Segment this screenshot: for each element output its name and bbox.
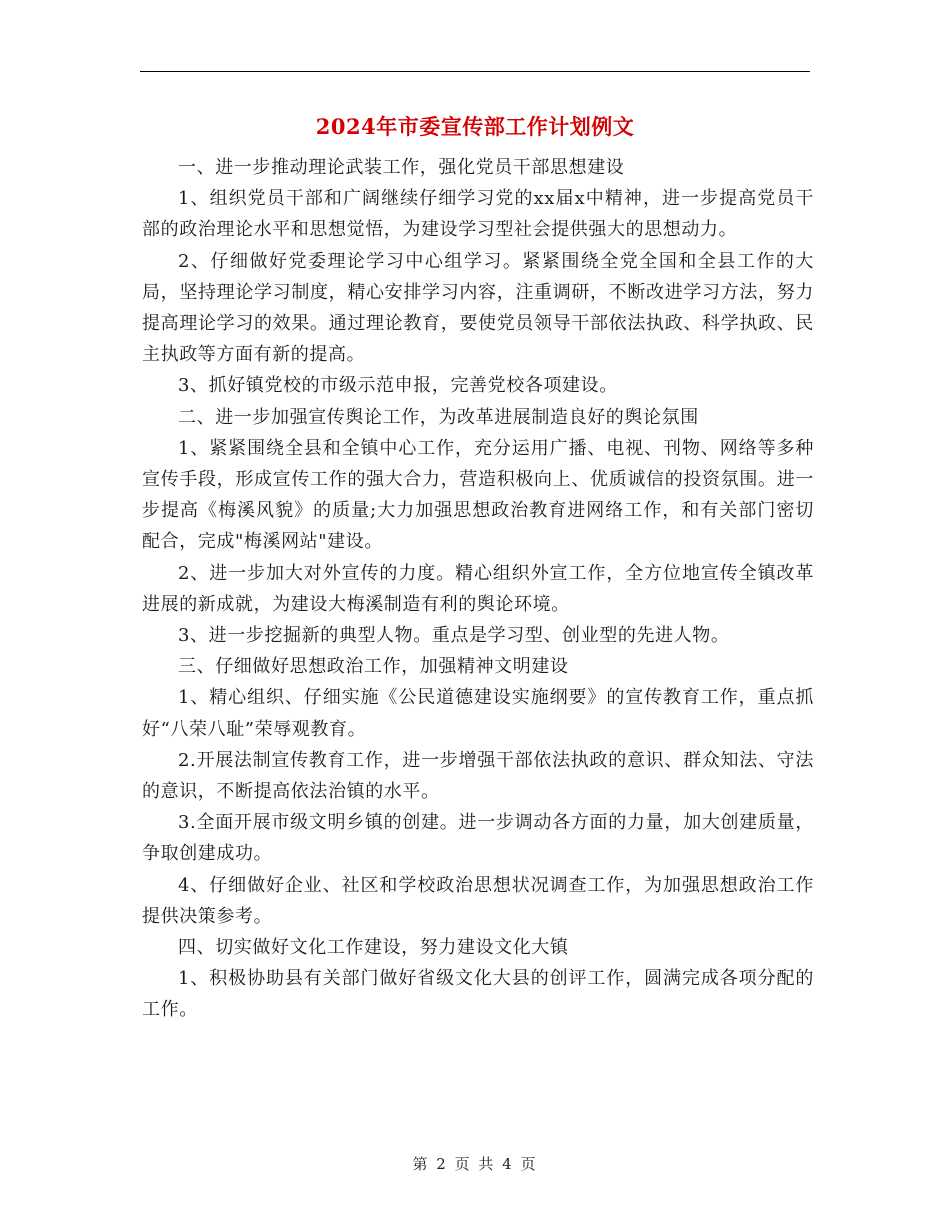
section-heading-1: 一、进一步推动理论武装工作，强化党员干部思想建设 xyxy=(178,157,625,178)
paragraph-4-1: 1、积极协助县有关部门做好省级文化大县的创评工作，圆满完成各项分配的工作。 xyxy=(142,968,814,1021)
section-heading-3: 三、仔细做好思想政治工作，加强精神文明建设 xyxy=(178,656,569,678)
paragraph-3-2: 2.开展法制宣传教育工作，进一步增强干部依法执政的意识、群众知法、守法的意识，不断提高依法治镇的水平。 xyxy=(142,749,814,803)
paragraph-2-3: 3、进一步挖掘新的典型人物。重点是学习型、创业型的先进人物。 xyxy=(178,625,730,647)
paragraph-3-1: 1、精心组织、仔细实施《公民道德建设实施纲要》的宣传教育工作，重点抓好“八荣八耻”荣辱观教育。 xyxy=(142,687,814,740)
section-heading-4: 四、切实做好文化工作建设，努力建设文化大镇 xyxy=(178,937,569,959)
paragraph-3-4: 4、仔细做好企业、社区和学校政治思想状况调查工作，为加强思想政治工作提供决策参考。 xyxy=(142,874,814,927)
paragraph-1-2: 2、仔细做好党委理论学习中心组学习。紧紧围绕全党全国和全县工作的大局，坚持理论学习制度，精心安排学习内容，注重调研，不断改进学习方法，努力提高理论学习的效果。通过理论教育，要使党员领导干部依法执政、科学执政、民主执政等方面有新的提高。 xyxy=(142,250,814,366)
paragraph-1-1: 1、组织党员干部和广阔继续仔细学习党的xx届x中精神，进一步提高党员干部的政治理论水平和思想觉悟，为建设学习型社会提供强大的思想动力。 xyxy=(142,188,814,241)
header-rule xyxy=(140,71,810,72)
paragraph-1-3: 3、抓好镇党校的市级示范申报，完善党校各项建设。 xyxy=(178,375,618,397)
document-title: 2024年市委宣传部工作计划例文 xyxy=(315,114,635,139)
document-body xyxy=(142,152,814,1026)
page-number: 第 2 页 共 4 页 xyxy=(412,1155,538,1173)
section-heading-2: 二、进一步加强宣传舆论工作，为改革进展制造良好的舆论氛围 xyxy=(178,406,699,428)
paragraph-2-1: 1、紧紧围绕全县和全镇中心工作，充分运用广播、电视、刊物、网络等多种宣传手段，形成宣传工作的强大合力，营造积极向上、优质诚信的投资氛围。进一步提高《梅溪风貌》的质量;大力加强思想政治教育进网络工作，和有关部门密切配合，完成"梅溪网站"建设。 xyxy=(142,437,814,553)
paragraph-2-2: 2、进一步加大对外宣传的力度。精心组织外宣工作，全方位地宣传全镇改革进展的新成就，为建设大梅溪制造有利的舆论环境。 xyxy=(142,562,814,615)
paragraph-3-3: 3.全面开展市级文明乡镇的创建。进一步调动各方面的力量，加大创建质量，争取创建成功。 xyxy=(142,812,814,865)
